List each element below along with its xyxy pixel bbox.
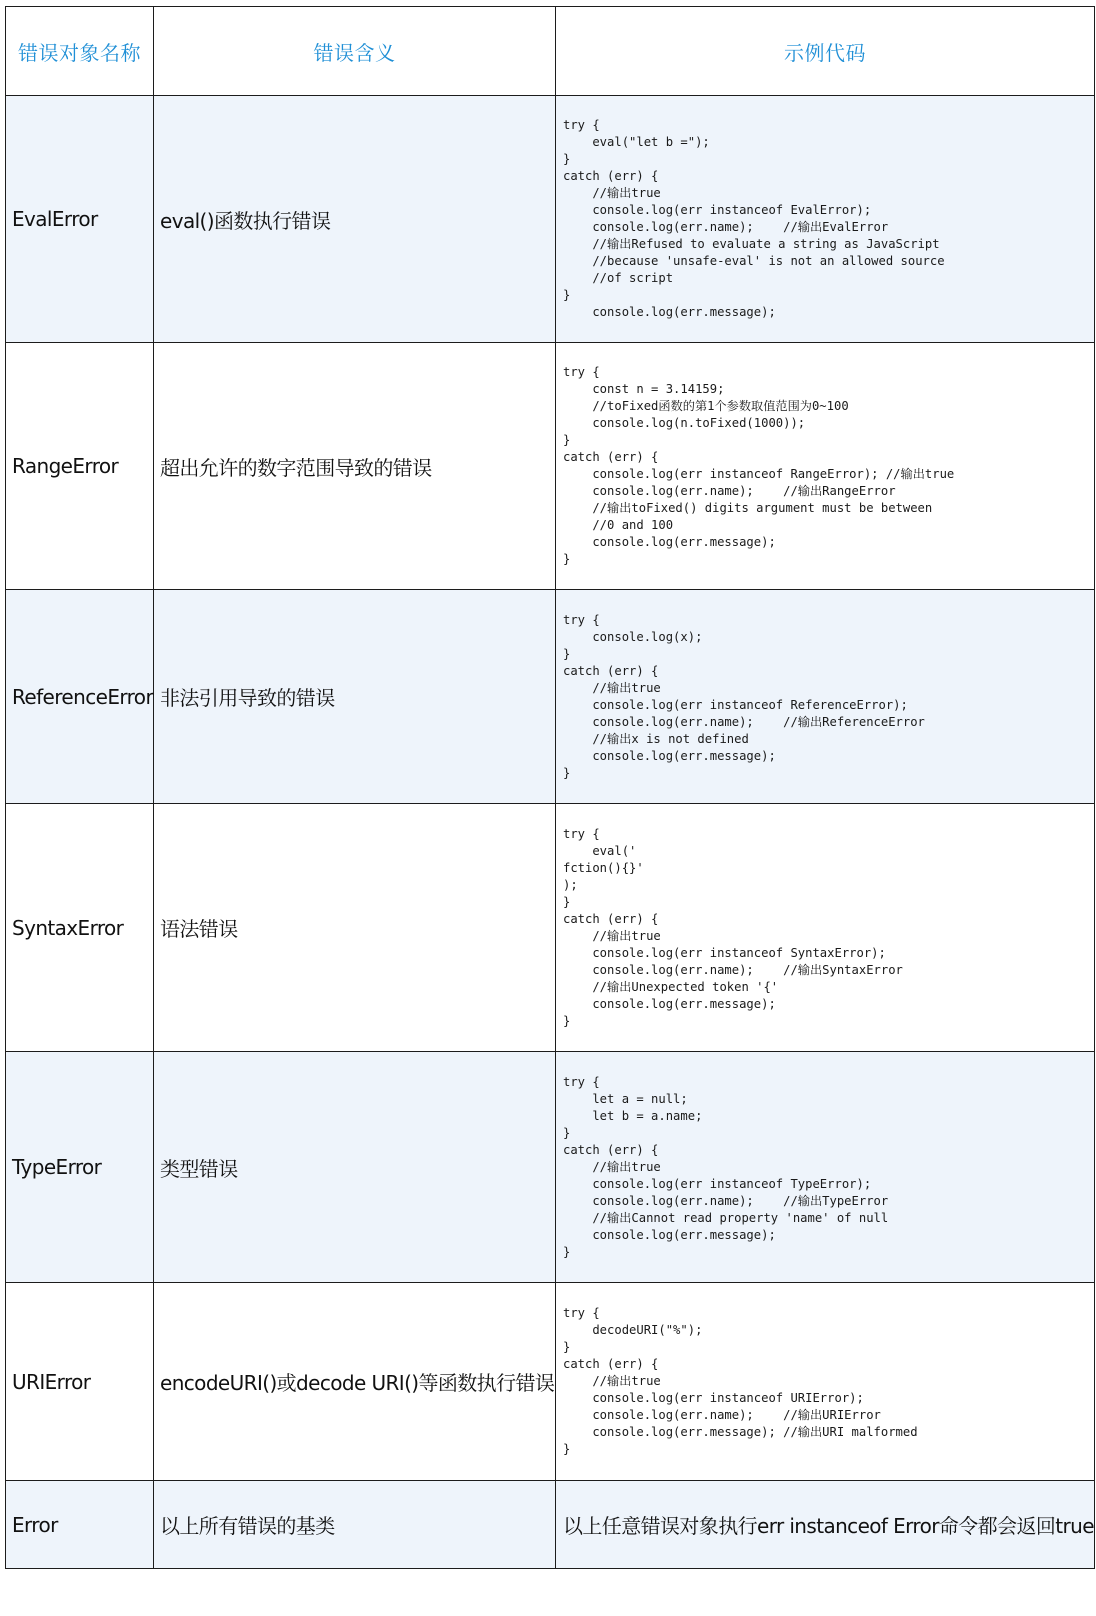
error-name-cell: ReferenceError bbox=[6, 590, 154, 804]
example-code-cell bbox=[556, 590, 1095, 804]
example-code-cell bbox=[556, 343, 1095, 590]
error-name-cell: EvalError bbox=[6, 96, 154, 343]
code-block: try { decodeURI("%"); } catch (err) { //输出true console.log(err instanceof URIError); console.log(err.name); //输出URIError console.log(err.message); //输出URI malformed } bbox=[563, 1306, 918, 1456]
error-name-cell: Error bbox=[6, 1481, 154, 1569]
error-meaning-cell: eval()函数执行错误 bbox=[154, 96, 556, 343]
example-code-cell bbox=[556, 804, 1095, 1052]
code-block: try { eval("let b ="); } catch (err) { //输出true console.log(err instanceof EvalError); console.log(err.name); //输出EvalError //输出Refused to evaluate a string as JavaScript //because 'unsafe-eval' is not an allowed source //of script } console.log(err.message); bbox=[563, 118, 945, 319]
error-meaning-cell: 超出允许的数字范围导致的错误 bbox=[154, 343, 556, 590]
example-code-cell bbox=[556, 96, 1095, 343]
table-row-evalerror bbox=[6, 96, 1095, 343]
error-meaning-cell: 非法引用导致的错误 bbox=[154, 590, 556, 804]
table-row-typeerror bbox=[6, 1052, 1095, 1283]
code-block: try { console.log(x); } catch (err) { //输出true console.log(err instanceof ReferenceError); console.log(err.name); //输出ReferenceError //输出x is not defined console.log(err.message); } bbox=[563, 612, 925, 780]
error-types-table bbox=[5, 6, 1095, 1569]
example-code-cell bbox=[556, 1052, 1095, 1283]
error-name-cell: RangeError bbox=[6, 343, 154, 590]
table-row-urierror bbox=[6, 1283, 1095, 1481]
example-code-cell bbox=[556, 1283, 1095, 1481]
table-row-syntaxerror bbox=[6, 804, 1095, 1052]
error-meaning-cell: 类型错误 bbox=[154, 1052, 556, 1283]
code-block: try { let a = null; let b = a.name; } catch (err) { //输出true console.log(err instanceof TypeError); console.log(err.name); //输出TypeError //输出Cannot read property 'name' of null console.log(err.message); } bbox=[563, 1074, 889, 1259]
error-meaning-cell: encodeURI()或decode URI()等函数执行错误 bbox=[154, 1283, 556, 1481]
header-example-code: 示例代码 bbox=[556, 7, 1095, 96]
table-row-rangeerror bbox=[6, 343, 1095, 590]
header-error-meaning: 错误含义 bbox=[154, 7, 556, 96]
header-error-name: 错误对象名称 bbox=[6, 7, 154, 96]
error-types-table-container bbox=[5, 6, 1094, 1569]
table-row-referenceerror bbox=[6, 590, 1095, 804]
error-name-cell: SyntaxError bbox=[6, 804, 154, 1052]
table-header-row bbox=[6, 7, 1095, 96]
code-block: try { const n = 3.14159; //toFixed函数的第1个参数取值范围为0~100 console.log(n.toFixed(1000)); } catch (err) { console.log(err instanceof RangeError); //输出true console.log(err.name); //输出RangeError //输出toFixed() digits argument must be between //0 and 100 console.log(err.message); } bbox=[563, 365, 955, 566]
error-meaning-cell: 以上所有错误的基类 bbox=[154, 1481, 556, 1569]
error-name-cell: URIError bbox=[6, 1283, 154, 1481]
code-block: try { eval(' fction(){}' ); } catch (err) { //输出true console.log(err instanceof SyntaxError); console.log(err.name); //输出SyntaxError //输出Unexpected token '{' console.log(err.message); } bbox=[563, 826, 903, 1028]
error-name-cell: TypeError bbox=[6, 1052, 154, 1283]
error-meaning-cell: 语法错误 bbox=[154, 804, 556, 1052]
table-row-error bbox=[6, 1481, 1095, 1569]
example-code-cell: 以上任意错误对象执行err instanceof Error命令都会返回true bbox=[556, 1481, 1095, 1569]
